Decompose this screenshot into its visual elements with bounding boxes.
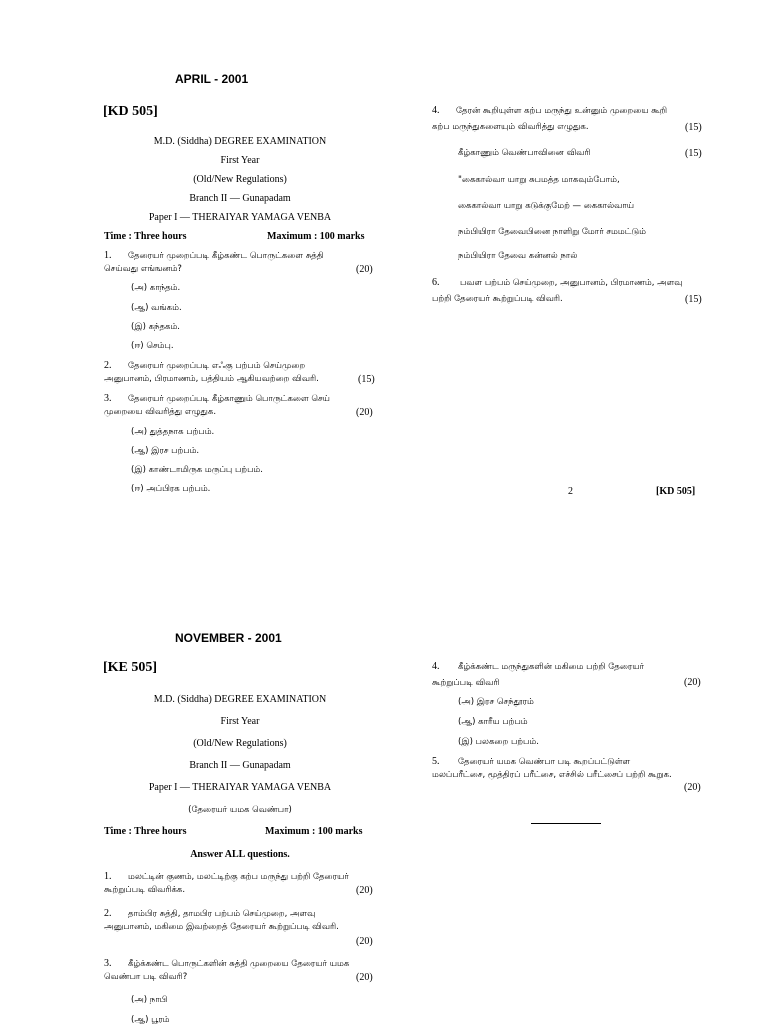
question-number: 5.	[432, 756, 440, 767]
question-text: முறையை விவரித்து எழுதுக.	[104, 407, 217, 417]
question-number: 3.	[104, 958, 112, 969]
question-marks: (15)	[358, 374, 375, 385]
year-label: First Year	[220, 716, 260, 727]
question-text: தேரையர் யமக வெண்பா படி கூறப்பட்டுள்ள	[458, 757, 631, 767]
verse-line: நம்பியிரா தேவை கன்னல் நால்	[458, 251, 578, 261]
list-item: (ஆ) காரீய பற்பம்	[458, 717, 528, 727]
question-text: மலட்டின் குணம், மலட்டிற்கு கற்ப மருந்து பற்றி தேரையர்	[128, 872, 349, 882]
paper-code: [KD 505]	[103, 104, 158, 119]
question-marks: (15)	[685, 148, 702, 159]
question-marks: (15)	[685, 122, 702, 133]
question-text: தேரன் கூறியுள்ள கற்ப மருந்து உன்னும் முறையை கூறி	[456, 106, 668, 116]
question-marks: (20)	[356, 264, 373, 275]
question-text: அனுபானம், மகிமை இவற்றைத் தேரையர் கூற்றுப்படி விவரி.	[104, 922, 339, 932]
instruction: Answer ALL questions.	[190, 849, 290, 860]
question-text: பற்றி தேரையர் கூற்றுப்படி விவரி.	[432, 294, 563, 304]
question-marks: (20)	[356, 936, 373, 947]
time-label: Time : Three hours	[104, 231, 187, 242]
branch-label: Branch II — Gunapadam	[189, 760, 291, 771]
question-text: கூற்றுப்படி விவரி	[432, 678, 500, 688]
question-text: பவள பற்பம் செய்முறை, அனுபானம், பிரமாணம், அளவு	[460, 278, 683, 288]
list-item: (ஆ) இரச பற்பம்.	[131, 446, 200, 456]
question-number: 6.	[432, 277, 440, 288]
question-text: தாம்பிர சுத்தி, தாமபிர பற்பம் செய்முறை, அளவு	[128, 909, 316, 919]
question-text: கூற்றுப்படி விவரிக்க.	[104, 885, 186, 895]
question-text: தேரையர் முறைப்படி எஃகு பற்பம் செய்முறை	[128, 361, 306, 371]
question-text: மலப்பரீட்சை, மூத்திரப் பரீட்சை, எச்சில் பரீட்சைப் பற்றி கூறுக.	[432, 770, 672, 780]
regulations-label: (Old/New Regulations)	[193, 174, 287, 185]
question-marks: (20)	[684, 782, 701, 793]
degree-title: M.D. (Siddha) DEGREE EXAMINATION	[153, 694, 327, 705]
question-marks: (20)	[684, 677, 701, 688]
list-item: (அ) துத்தநாக பற்பம்.	[131, 427, 215, 437]
question-text: கீழ்க்கண்ட பொருட்களின் சுத்தி முறையை தேரையர் யமக	[128, 959, 350, 969]
time-label: Time : Three hours	[104, 826, 187, 837]
question-number: 2.	[104, 360, 112, 371]
list-item: (இ) கந்தகம்.	[131, 322, 181, 332]
question-text: செய்வது எங்ஙனம்?	[104, 264, 182, 274]
question-number: 2.	[104, 908, 112, 919]
question-text: கீழ்க்கண்ட மருந்துகளின் மகிமை பற்றி தேரையர்	[458, 662, 645, 672]
question-text: வெண்பா படி விவரி?	[104, 972, 188, 982]
verse-line: நம்பியிரா தேவைபினை நாளிறு மோர் சமமட்டும்	[458, 227, 646, 237]
paper-code: [KE 505]	[103, 660, 158, 675]
list-item: (ஆ) பூரம்	[131, 1015, 170, 1025]
question-text: கீழ்காணும் வெண்பாவினை விவரி	[458, 148, 591, 158]
year-label: First Year	[220, 155, 260, 166]
page-number: 2	[568, 486, 573, 497]
list-item: (ஆ) வங்கம்.	[131, 303, 182, 313]
list-item: (இ) பலகறை பற்பம்.	[458, 737, 539, 747]
list-item: (ஈ) செம்பு.	[131, 341, 174, 351]
question-number: 4.	[432, 105, 440, 116]
max-marks-label: Maximum : 100 marks	[267, 231, 365, 242]
list-item: (அ) நாபி	[131, 995, 168, 1005]
paper-subtitle: (தேரையர் யமக வெண்பா)	[188, 805, 292, 815]
degree-title: M.D. (Siddha) DEGREE EXAMINATION	[153, 136, 327, 147]
verse-line: கைகால்வா யாறு கடுக்குமேற் — கைகால்வாய்	[458, 201, 635, 211]
regulations-label: (Old/New Regulations)	[193, 738, 287, 749]
list-item: (இ) காண்டாமிருக மருப்பு பற்பம்.	[131, 465, 263, 475]
list-item: (அ) காந்தம்.	[131, 283, 181, 293]
question-number: 1.	[104, 871, 112, 882]
exam-month-heading: NOVEMBER - 2001	[175, 631, 282, 645]
exam-month-heading: APRIL - 2001	[175, 72, 249, 86]
footer-paper-code: [KD 505]	[656, 486, 696, 497]
question-marks: (15)	[685, 294, 702, 305]
question-text: கற்ப மருந்துகளையும் விவரித்து எழுதுக.	[432, 122, 589, 132]
list-item: (ஈ) அப்பிரக பற்பம்.	[131, 484, 211, 494]
question-marks: (20)	[356, 972, 373, 983]
question-marks: (20)	[356, 407, 373, 418]
verse-line: "கைகால்வா யாறு சுபமத்த மாகவும்போம்,	[458, 175, 620, 185]
question-text: அனுபானம், பிரமாணம், பத்தியம் ஆகியவற்றை விவரி.	[104, 374, 319, 384]
question-text: தேரையர் முறைப்படி கீழ்காணும் பொருட்களை செய்	[128, 394, 330, 404]
branch-label: Branch II — Gunapadam	[189, 193, 291, 204]
list-item: (அ) இரச செந்தூரம்	[458, 697, 534, 707]
question-marks: (20)	[356, 885, 373, 896]
question-number: 4.	[432, 661, 440, 672]
paper-title: Paper I — THERAIYAR YAMAGA VENBA	[148, 212, 332, 223]
question-text: தேரையர் முறைப்படி கீழ்கண்ட பொருட்களை சுத்தி	[128, 251, 324, 261]
question-number: 3.	[104, 393, 112, 404]
end-rule	[531, 823, 601, 824]
question-number: 1.	[104, 250, 112, 261]
paper-title: Paper I — THERAIYAR YAMAGA VENBA	[148, 782, 332, 793]
max-marks-label: Maximum : 100 marks	[265, 826, 363, 837]
